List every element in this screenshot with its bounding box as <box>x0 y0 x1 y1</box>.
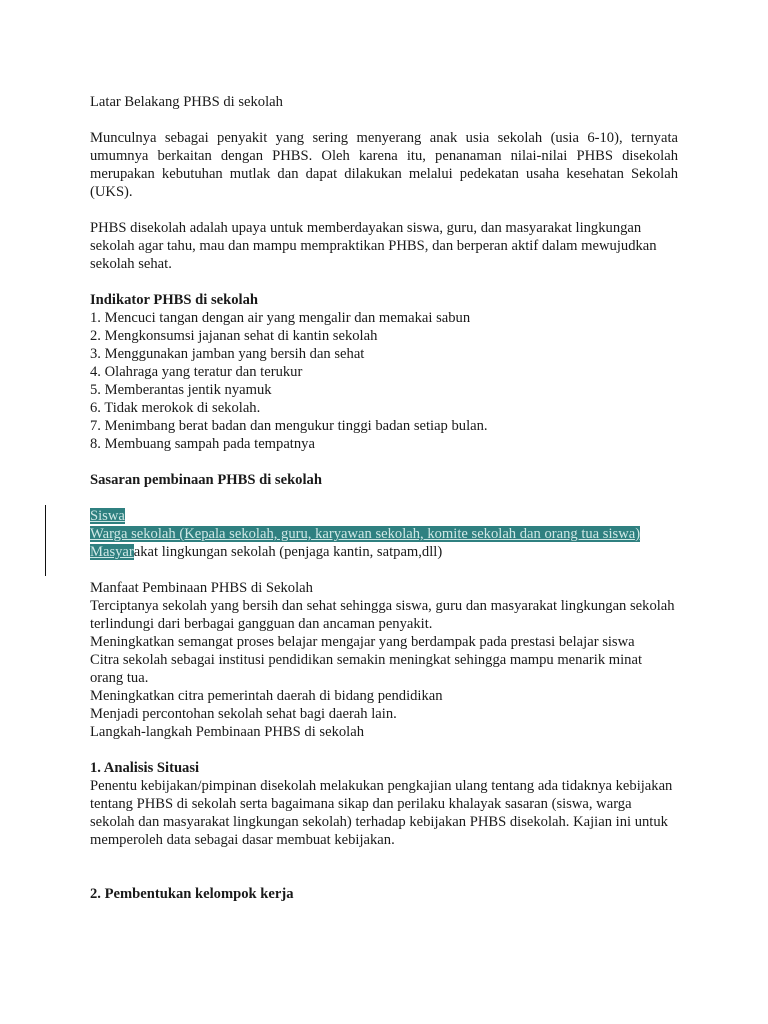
indikator-item: 2. Mengkonsumsi jajanan sehat di kantin sekolah <box>90 328 378 344</box>
tracked-change-text: Masyar <box>90 544 134 560</box>
intro-paragraph-1: Munculnya sebagai penyakit yang sering menyerang anak usia sekolah (usia 6-10), ternyata umumnya berkaitan dengan PHBS. Oleh karena itu, penanaman nilai-nilai PHBS disekolah merupakan kebutuhan mutlak dan dapat dilakukan melalui pedekatan usaha kesehatan Sekolah (UKS). <box>90 130 678 200</box>
indikator-item: 8. Membuang sampah pada tempatnya <box>90 436 315 452</box>
indikator-item: 7. Menimbang berat badan dan mengukur tinggi badan setiap bulan. <box>90 418 488 434</box>
manfaat-item: Citra sekolah sebagai institusi pendidikan semakin meningkat sehingga mampu menarik minat orang tua. <box>90 652 643 686</box>
sasaran-item-text: akat lingkungan sekolah (penjaga kantin, satpam,dll) <box>133 544 443 560</box>
indikator-item: 6. Tidak merokok di sekolah. <box>90 400 261 416</box>
sasaran-item <box>90 525 678 543</box>
intro-paragraph-2: PHBS disekolah adalah upaya untuk memberdayakan siswa, guru, dan masyarakat lingkungan sekolah agar tahu, mau dan mampu mempraktikan PHBS, dan berperan aktif dalam mewujudkan sekolah sehat. <box>90 220 657 272</box>
sasaran-heading: Sasaran pembinaan PHBS di sekolah <box>90 472 322 488</box>
manfaat-item: Menjadi percontohan sekolah sehat bagi daerah lain. <box>90 706 397 722</box>
langkah-heading: Langkah-langkah Pembinaan PHBS di sekolah <box>90 724 364 740</box>
indikator-item: 1. Mencuci tangan dengan air yang mengalir dan memakai sabun <box>90 310 471 326</box>
doc-title: Latar Belakang PHBS di sekolah <box>90 94 283 110</box>
tracked-change-text: Siswa <box>90 508 125 524</box>
sasaran-item <box>90 543 678 561</box>
indikator-item: 3. Menggunakan jamban yang bersih dan sehat <box>90 346 365 362</box>
indikator-heading: Indikator PHBS di sekolah <box>90 292 259 308</box>
tracked-change-text: Warga sekolah (Kepala sekolah, guru, karyawan sekolah, komite sekolah dan orang tua siswa) <box>90 526 641 542</box>
indikator-item: 4. Olahraga yang teratur dan terukur <box>90 364 303 380</box>
step1-paragraph: Penentu kebijakan/pimpinan disekolah melakukan pengkajian ulang tentang ada tidaknya kebijakan tentang PHBS di sekolah serta bagaimana sikap dan perilaku khalayak sasaran (siswa, warga sekolah dan masyarakat lingkungan sekolah) terhadap kebijakan PHBS disekolah. Kajian ini untuk memperoleh data sebagai dasar membuat kebijakan. <box>90 778 673 848</box>
manfaat-item: Terciptanya sekolah yang bersih dan sehat sehingga siswa, guru dan masyarakat lingkungan sekolah terlindungi dari berbagai gangguan dan ancaman penyakit. <box>90 598 675 632</box>
document-body <box>90 93 678 903</box>
step1-heading: 1. Analisis Situasi <box>90 760 200 776</box>
sasaran-item <box>90 507 678 525</box>
step2-heading: 2. Pembentukan kelompok kerja <box>90 886 294 902</box>
manfaat-item: Meningkatkan semangat proses belajar mengajar yang berdampak pada prestasi belajar siswa <box>90 634 635 650</box>
revision-bar <box>45 505 46 576</box>
indikator-item: 5. Memberantas jentik nyamuk <box>90 382 272 398</box>
manfaat-item: Meningkatkan citra pemerintah daerah di bidang pendidikan <box>90 688 443 704</box>
manfaat-heading: Manfaat Pembinaan PHBS di Sekolah <box>90 580 313 596</box>
